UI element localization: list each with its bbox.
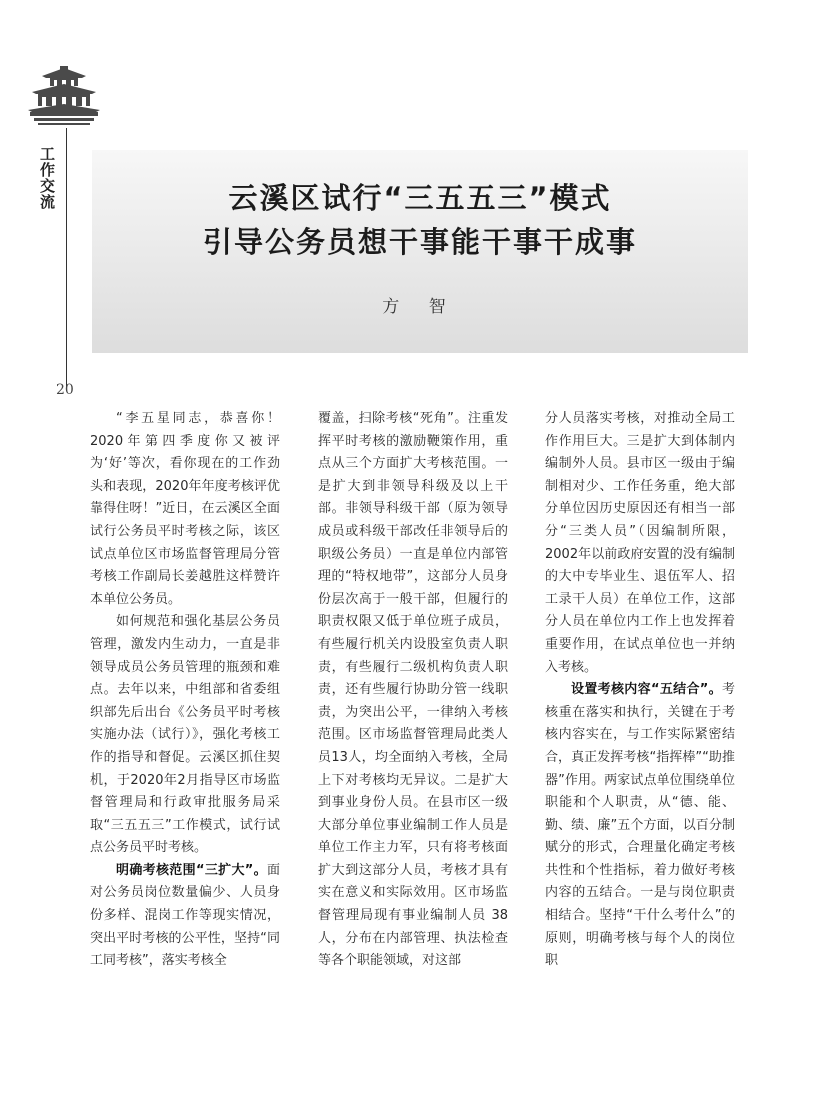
text-column-3 xyxy=(545,408,735,973)
article-title-line1: 云溪区试行“三五五三”模式 xyxy=(228,181,612,215)
subsection-heading: 设置考核内容“五结合”。 xyxy=(571,682,722,698)
paragraph: 覆盖，扫除考核“死角”。注重发挥平时考核的激励鞭策作用，重点从三个方面扩大考核范围。一是扩大到非领导科级及以上干部。非领导科级干部（原为领导成员或科级干部改任非领导后的职级公务员）一直是单位内部管理的“特权地带”，这部分人员身份层次高于一般干部，但履行的职责权限又低于单位班子成员，有些履行机关内设股室负责人职责，有些履行二级机构负责人职责，还有些履行协助分管一线职责，为突出公平，一律纳入考核范围。区市场监督管理局此类人员13人，均全面纳入考核，全局上下对考核均无异议。二是扩大到事业身份人员。在县市区一级大部分单位事业编制工作人员是单位工作主力军，只有将考核面扩大到这部分人员，考核才具有实在意义和实际效用。区市场监督管理局现有事业编制人员 38人，分布在内部管理、执法检查等各个职能领域，对这部 xyxy=(318,411,508,969)
article-title-line2: 引导公务员想干事能干事干成事 xyxy=(202,225,637,259)
page-number: 20 xyxy=(56,382,74,398)
paragraph: 分人员落实考核，对推动全局工作作用巨大。三是扩大到体制内编制外人员。县市区一级由于编制相对少、工作任务重，绝大部分单位因历史原因还有相当一部分“三类人员”（因编制所限，2002年以前政府安置的没有编制的大中专毕业生、退伍军人、招工录干人员）在单位工作，这部分人员在单位内工作上也发挥着重要作用，在试点单位也一并纳入考核。 xyxy=(545,411,735,675)
article-body xyxy=(0,408,816,1088)
margin-rule xyxy=(66,128,67,390)
subsection-text: 考核重在落实和执行，关键在于考核内容实在，与工作实际紧密结合，真正发挥考核“指挥棒”“助推器”作用。两家试点单位围绕单位职能和个人职责，从“德、能、勤、绩、廉”五个方面，以百分制赋分的形式，合理量化确定考核共性和个性指标，着力做好考核内容的五结合。一是与岗位职责相结合。坚持“干什么考什么”的原则，明确考核与每个人的岗位职 xyxy=(545,682,735,969)
subsection-heading: 明确考核范围“三扩大”。 xyxy=(116,862,267,878)
title-banner xyxy=(92,150,748,353)
subsection-paragraph xyxy=(90,860,280,973)
article-author: 方 智 xyxy=(382,297,458,317)
section-label: 工作交流 xyxy=(38,146,56,210)
text-column-2 xyxy=(318,408,508,973)
paragraph: “李五星同志，恭喜你！2020年第四季度你又被评为‘好’等次，看你现在的工作劲头和表现，2020年年度考核评优靠得住呀！”近日，在云溪区全面试行公务员平时考核之际，该区试点单位区市场监督管理局分管考核工作副局长姜越胜这样赞许本单位公务员。 xyxy=(90,411,280,607)
text-column-1 xyxy=(90,408,280,973)
subsection-text: 面对公务员岗位数量偏少、人员身份多样、混岗工作等现实情况，突出平时考核的公平性，坚持“同工同考核”，落实考核全 xyxy=(90,862,280,969)
pagoda-icon xyxy=(24,60,104,132)
paragraph: 如何规范和强化基层公务员管理，激发内生动力，一直是非领导成员公务员管理的瓶颈和难点。去年以来，中组部和省委组织部先后出台《公务员平时考核实施办法（试行）》，强化考核工作的指导和督促。云溪区抓住契机，于2020年2月指导区市场监督管理局和行政审批服务局采取“三五五三”工作模式，试行试点公务员平时考核。 xyxy=(90,614,280,856)
subsection-paragraph xyxy=(545,679,735,973)
